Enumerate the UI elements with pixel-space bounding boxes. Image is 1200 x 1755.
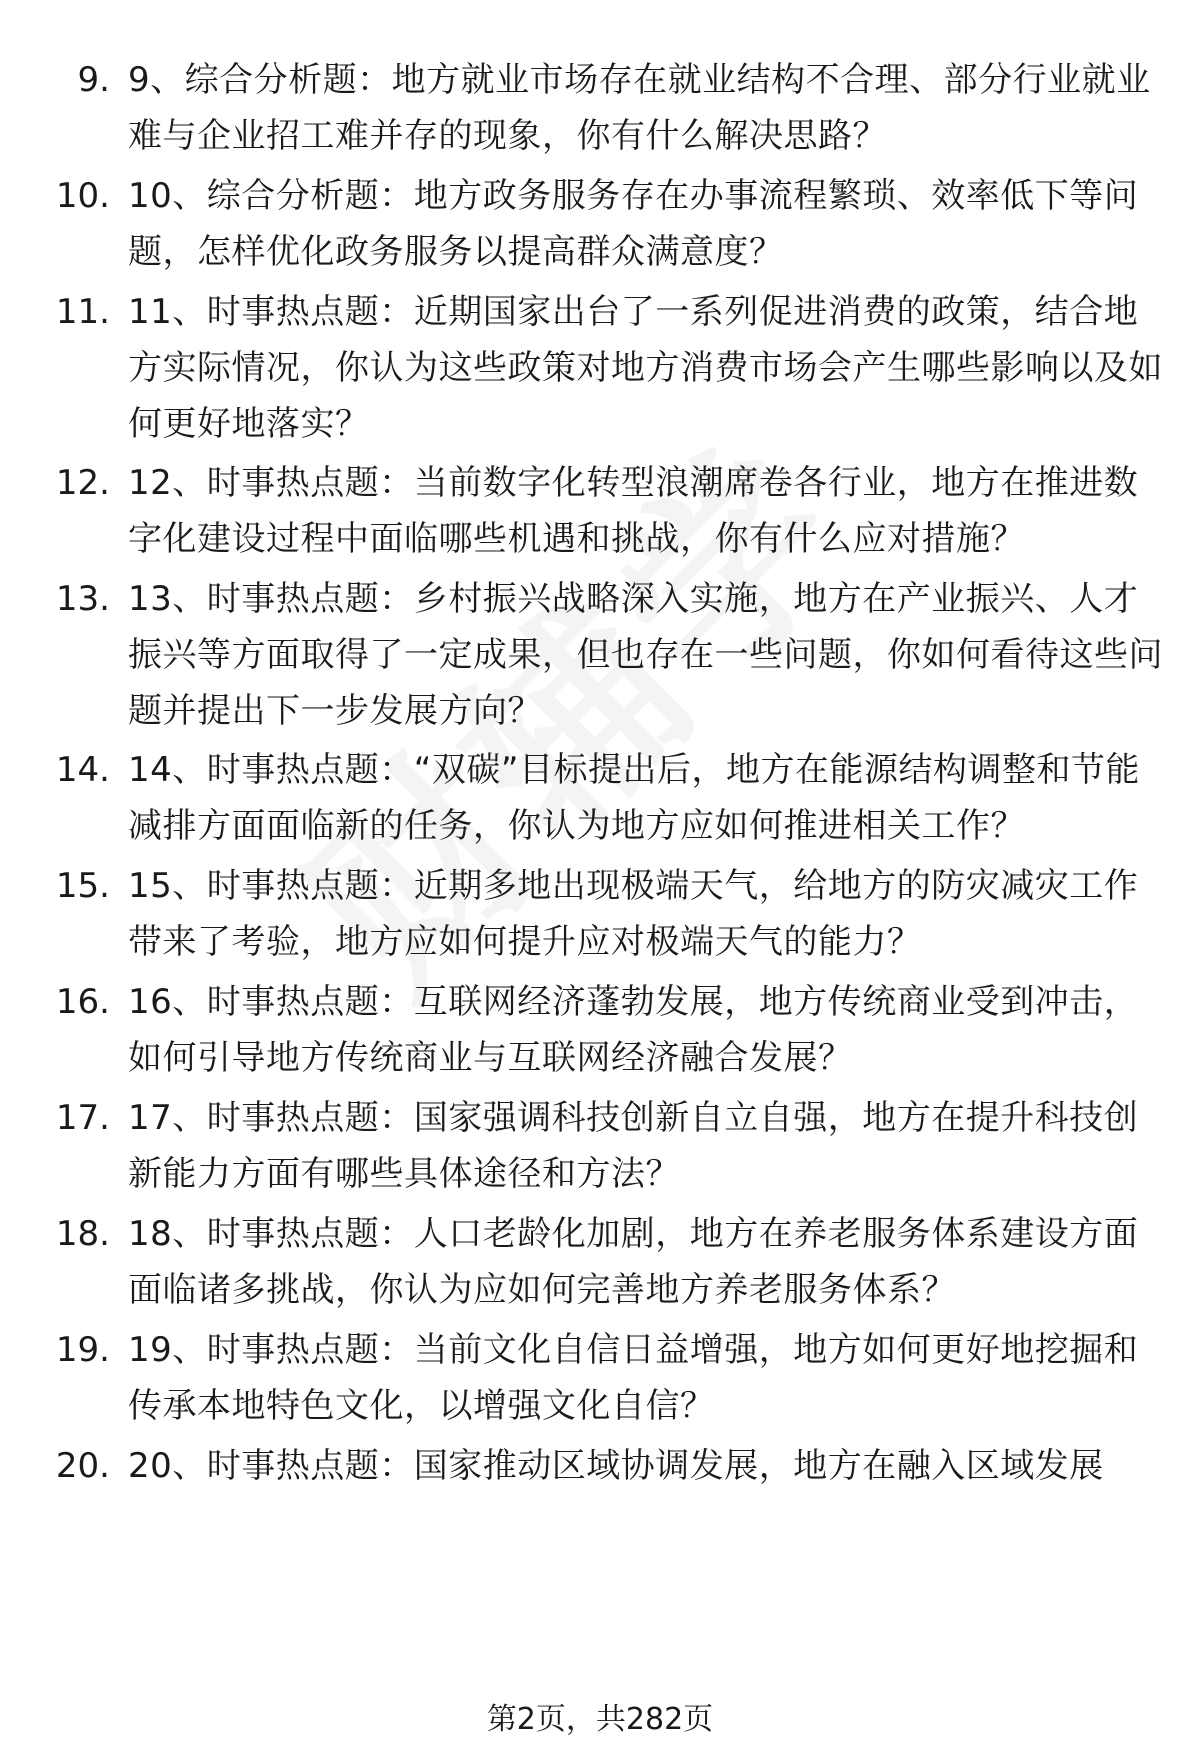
item-number: 12. bbox=[55, 463, 110, 503]
question-text: 17、时事热点题：国家强调科技创新自立自强，地方在提升科技创新能力方面有哪些具体途径和方法？ bbox=[128, 1098, 1139, 1194]
item-number: 20. bbox=[55, 1446, 110, 1486]
question-text: 14、时事热点题：“双碳”目标提出后，地方在能源结构调整和节能减排方面面临新的任务，你认为地方应如何推进相关工作？ bbox=[128, 750, 1140, 846]
item-number: 14. bbox=[55, 750, 110, 790]
item-number: 16. bbox=[55, 982, 110, 1022]
item-number: 17. bbox=[55, 1098, 110, 1138]
item-number: 13. bbox=[55, 579, 110, 619]
item-number: 18. bbox=[55, 1214, 110, 1254]
item-number: 10. bbox=[55, 176, 110, 216]
item-number: 15. bbox=[55, 866, 110, 906]
question-text: 20、时事热点题：国家推动区域协调发展，地方在融入区域发展 bbox=[128, 1446, 1104, 1486]
page-footer: 第2页，共282页 bbox=[486, 1702, 714, 1737]
question-text: 13、时事热点题：乡村振兴战略深入实施，地方在产业振兴、人才振兴等方面取得了一定成果，但也存在一些问题，你如何看待这些问题并提出下一步发展方向？ bbox=[128, 579, 1163, 731]
question-text: 16、时事热点题：互联网经济蓬勃发展，地方传统商业受到冲击，如何引导地方传统商业与互联网经济融合发展？ bbox=[128, 982, 1139, 1078]
question-text: 12、时事热点题：当前数字化转型浪潮席卷各行业，地方在推进数字化建设过程中面临哪些机遇和挑战，你有什么应对措施？ bbox=[128, 463, 1139, 559]
question-text: 9、综合分析题：地方就业市场存在就业结构不合理、部分行业就业难与企业招工难并存的现象，你有什么解决思路？ bbox=[128, 60, 1151, 156]
question-text: 11、时事热点题：近期国家出台了一系列促进消费的政策，结合地方实际情况，你认为这些政策对地方消费市场会产生哪些影响以及如何更好地落实？ bbox=[128, 292, 1163, 444]
question-text: 10、综合分析题：地方政务服务存在办事流程繁琐、效率低下等问题，怎样优化政务服务以提高群众满意度？ bbox=[128, 176, 1139, 272]
item-number: 9. bbox=[77, 60, 110, 100]
question-text: 18、时事热点题：人口老龄化加剧，地方在养老服务体系建设方面面临诸多挑战，你认为应如何完善地方养老服务体系？ bbox=[128, 1214, 1139, 1310]
question-text: 19、时事热点题：当前文化自信日益增强，地方如何更好地挖掘和传承本地特色文化，以增强文化自信？ bbox=[128, 1330, 1139, 1426]
item-number: 19. bbox=[55, 1330, 110, 1370]
question-text: 15、时事热点题：近期多地出现极端天气，给地方的防灾减灾工作带来了考验，地方应如何提升应对极端天气的能力？ bbox=[128, 866, 1139, 962]
item-number: 11. bbox=[55, 292, 110, 332]
